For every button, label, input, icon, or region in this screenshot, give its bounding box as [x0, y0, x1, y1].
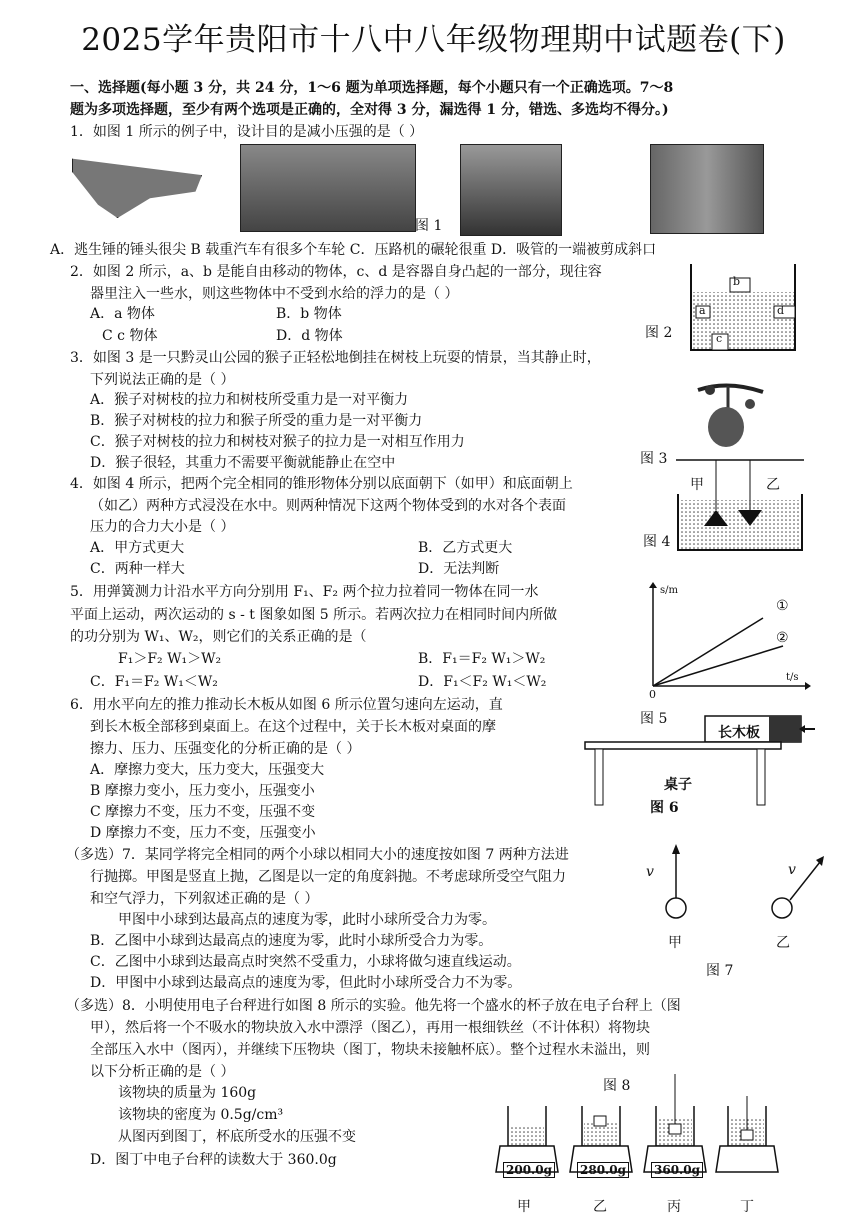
q8-option-a: 该物块的质量为 160g	[118, 1085, 257, 1101]
q5-option-c: C．F₁＝F₂ W₁＜W₂	[90, 674, 218, 690]
q3-stem-line1: 3．如图 3 是一只黔灵山公园的猴子正轻松地倒挂在树枝上玩耍的情景，当其静止时，	[70, 350, 601, 366]
fig8-label: 图 8	[603, 1078, 631, 1094]
q7-option-b: B．乙图中小球到达最高点的速度为零，此时小球所受合力为零。	[90, 933, 493, 949]
section-instruction-line1: 一、选择题(每小题 3 分，共 24 分，1～6 题为单项选择题，每个小题只有一个正确选项。7～8	[70, 80, 674, 96]
q3-stem-line2: 下列说法正确的是（ ）	[90, 372, 235, 388]
fig7-v2-label: v	[788, 862, 796, 878]
scale-reading-jia: 200.0g	[503, 1162, 555, 1178]
q7-option-d: D．甲图中小球到达最高点的速度为零，但此时小球所受合力不为零。	[90, 975, 522, 991]
fig4-label-yi: 乙	[766, 477, 780, 493]
q7-option-a: 甲图中小球到达最高点的速度为零，此时小球所受合力为零。	[118, 912, 496, 928]
fig7-label: 图 7	[706, 963, 734, 979]
scale-reading-bing: 360.0g	[651, 1162, 703, 1178]
section-instruction-line2: 题为多项选择题，至少有两个选项是正确的，全对得 3 分，漏选得 1 分，错选、多选均不得分。)	[70, 102, 669, 118]
fig7-v1-label: v	[646, 864, 654, 880]
q2-stem-line1: 2．如图 2 所示，a、b 是能自由移动的物体，c、d 是容器自身凸起的一部分，现往容	[70, 264, 602, 280]
fig4-label: 图 4	[643, 534, 671, 550]
scale-label-bing: 丙	[667, 1199, 681, 1215]
monkey-illustration	[688, 372, 768, 452]
q4-stem-line3: 压力的合力大小是（ ）	[90, 519, 235, 535]
straw-photo	[650, 144, 764, 234]
fig4-label-jia: 甲	[690, 477, 704, 493]
fig5-label: 图 5	[640, 711, 668, 727]
q3-option-c: C．猴子对树枝的拉力和树枝对猴子的拉力是一对相互作用力	[90, 434, 465, 450]
q6-stem-line3: 擦力、压力、压强变化的分析正确的是（ ）	[90, 741, 361, 757]
fig7-yi-label: 乙	[776, 935, 790, 951]
fig7-diagram	[660, 842, 830, 922]
q8-stem-line3: 全部压入水中（图丙），并继续下压物块（图丁，物块未接触杯底）。整个过程水未溢出，则	[90, 1042, 650, 1058]
fig6-table-label: 桌子	[664, 777, 692, 793]
fig2-label-b: b	[733, 275, 741, 288]
q5-option-a: F₁＞F₂ W₁＞W₂	[118, 651, 222, 667]
fig5-series2-label: ②	[776, 630, 789, 646]
scale-label-ding: 丁	[740, 1199, 754, 1215]
q5-stem-line1: 5．用弹簧测力计沿水平方向分别用 F₁、F₂ 两个拉力拉着同一物体在同一水	[70, 584, 539, 600]
q6-option-b: B 摩擦力变小，压力变小，压强变小	[90, 783, 315, 799]
q2-option-b: B．b 物体	[276, 306, 342, 322]
fig6-board-label: 长木板	[718, 725, 760, 741]
q7-stem-line2: 行抛掷。甲图是竖直上抛，乙图是以一定的角度斜抛。不考虑球所受空气阻力	[90, 869, 566, 885]
truck-photo	[240, 144, 416, 232]
q2-stem-line2: 器里注入一些水，则这些物体中不受到水给的浮力的是（ ）	[90, 286, 459, 302]
scale-label-jia: 甲	[517, 1199, 531, 1215]
q5-option-b: B．F₁＝F₂ W₁＞W₂	[418, 651, 546, 667]
q4-option-c: C．两种一样大	[90, 561, 185, 577]
q1-stem: 1．如图 1 所示的例子中，设计目的是减小压强的是（ ）	[70, 124, 424, 140]
q3-option-a: A．猴子对树枝的拉力和树枝所受重力是一对平衡力	[90, 392, 409, 408]
q2-option-c: C c 物体	[102, 328, 158, 344]
q7-option-c: C．乙图中小球到达最高点时突然不受重力，小球将做匀速直线运动。	[90, 954, 521, 970]
fig6-diagram	[583, 712, 823, 812]
scale-label-yi: 乙	[593, 1199, 607, 1215]
fig7-jia-label: 甲	[668, 935, 682, 951]
fig6-label: 图 6	[650, 800, 679, 816]
fig1-label: 图 1	[415, 218, 443, 234]
q6-option-c: C 摩擦力不变，压力不变，压强不变	[90, 804, 316, 820]
q6-stem-line2: 到长木板全部移到桌面上。在这个过程中，关于长木板对桌面的摩	[90, 719, 496, 735]
q6-option-d: D 摩擦力不变，压力不变，压强变小	[90, 825, 316, 841]
q4-option-d: D．无法判断	[418, 561, 500, 577]
q8-option-c: 从图丙到图丁，杯底所受水的压强不变	[118, 1129, 356, 1145]
q8-option-b: 该物块的密度为 0.5g/cm³	[118, 1107, 284, 1123]
scale-reading-yi: 280.0g	[577, 1162, 629, 1178]
line-series-1	[653, 618, 763, 686]
fig5-axis-t: t/s	[786, 672, 799, 683]
q2-option-a: A．a 物体	[90, 306, 155, 322]
fig5-series1-label: ①	[776, 598, 789, 614]
q7-stem-line3: 和空气浮力，下列叙述正确的是（ ）	[90, 891, 319, 907]
q2-option-d: D．d 物体	[276, 328, 343, 344]
q5-stem-line2: 平面上运动，两次运动的 s - t 图象如图 5 所示。若两次拉力在相同时间内所做	[70, 607, 558, 623]
fig2-label-a: a	[699, 304, 706, 317]
fig5-axis-s: s/m	[660, 585, 678, 596]
q8-stem-line2: 甲），然后将一个不吸水的物块放入水中漂浮（图乙），再用一根细铁丝（不计体积）将物块	[90, 1020, 650, 1036]
q5-stem-line3: 的功分别为 W₁、W₂，则它们的关系正确的是（	[70, 629, 367, 645]
q7-stem-line1: （多选）7．某同学将完全相同的两个小球以相同大小的速度按如图 7 两种方法进	[66, 847, 569, 863]
q8-stem-line4: 以下分析正确的是（ ）	[90, 1064, 235, 1080]
fig2-label-d: d	[777, 304, 785, 317]
q4-option-a: A．甲方式更大	[90, 540, 185, 556]
escape-hammer-photo	[72, 152, 202, 218]
fig2-label: 图 2	[645, 325, 673, 341]
q1-options: A．逃生锤的锤头很尖 B 载重汽车有很多个车轮 C．压路机的碾轮很重 D．吸管的一端被剪成斜口	[50, 242, 657, 258]
q8-stem-line1: （多选）8．小明使用电子台秤进行如图 8 所示的实验。他先将一个盛水的杯子放在电子台秤上（图	[66, 998, 681, 1014]
line-series-2	[653, 646, 783, 686]
q6-option-a: A．摩擦力变大，压力变大，压强变大	[90, 762, 325, 778]
q8-option-d: D．图丁中电子台秤的读数大于 360.0g	[90, 1152, 337, 1168]
road-roller-photo	[460, 144, 562, 236]
q6-stem-line1: 6．用水平向左的推力推动长木板从如图 6 所示位置匀速向左运动，直	[70, 697, 503, 713]
fig2-label-c: c	[716, 332, 723, 345]
page-title: 2025学年贵阳市十八中八年级物理期中试题卷(下)	[81, 22, 786, 58]
fig5-origin: 0	[649, 688, 656, 701]
q4-stem-line2: （如乙）两种方式浸没在水中。则两种情况下这两个物体受到的水对各个表面	[90, 498, 566, 514]
fig4-diagram	[676, 458, 806, 552]
q4-stem-line1: 4．如图 4 所示，把两个完全相同的锥形物体分别以底面朝下（如甲）和底面朝上	[70, 476, 573, 492]
q4-option-b: B．乙方式更大	[418, 540, 513, 556]
q5-option-d: D．F₁＜F₂ W₁＜W₂	[418, 674, 547, 690]
q3-option-b: B．猴子对树枝的拉力和猴子所受的重力是一对平衡力	[90, 413, 423, 429]
q3-option-d: D．猴子很轻，其重力不需要平衡就能静止在空中	[90, 455, 396, 471]
fig3-label: 图 3	[640, 451, 668, 467]
